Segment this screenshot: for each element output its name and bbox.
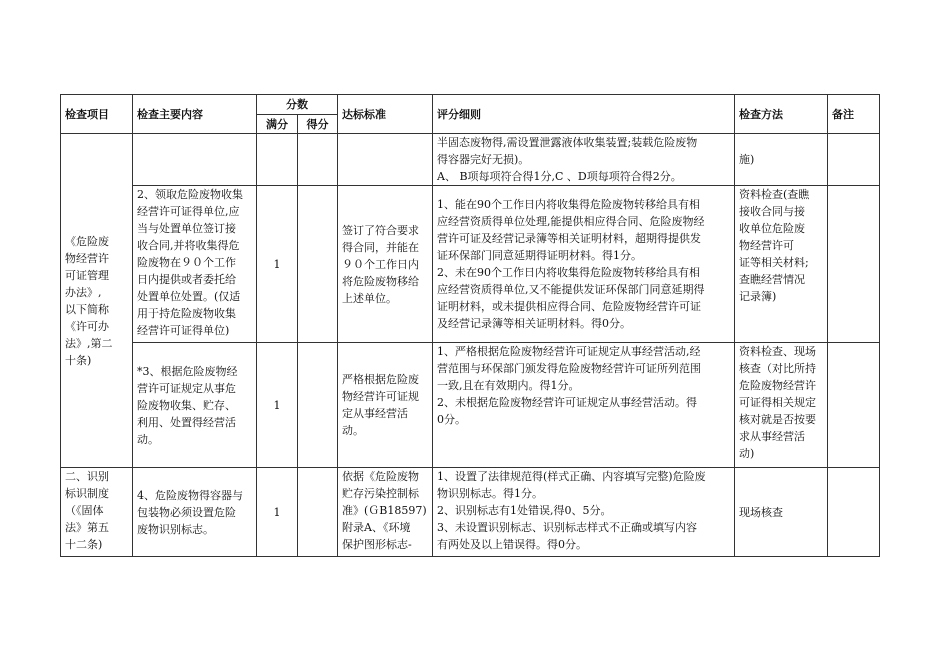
header-note: 备注: [828, 95, 880, 134]
header-score: 分数: [257, 95, 338, 115]
content-cell-d: 4、危险废物得容器与 包装物必须设置危险 废物识别标志。: [133, 468, 257, 557]
header-item: 检查项目: [61, 95, 133, 134]
rules-cell-d: 1、设置了法律规范得(样式正确、内容填写完整)危险废 物识别标志。得1分。 2、识别标志有1处错误,得0、5分。 3、未设置识别标志、识别标志样式不正确或填写内容 有两处及以上错误得。得0分。: [433, 468, 735, 557]
item-cell-label-system: 二、识别 标识制度 （《固体 法》第五 十二条): [61, 468, 133, 557]
standard-cell-d: 依据《危险废物 贮存污染控制标 准》(ＧB18597) 附录A、《环境 保护图形标志-: [338, 468, 433, 557]
content-cell-c: *3、根据危险废物经 营许可证规定从事危 险废物收集、贮存、 利用、处置得经营活 动。: [133, 343, 257, 468]
rules-cell-b: 1、能在90个工作日内将收集得危险废物转移给具有相 应经营资质得单位处理,能提供相应得合同、危险废物经 营许可证及经营记录簿等相关证明材料，超期得提供发 证环保部门同意延期得证明材料。得1分。 2、未在90个工作日内将收集得危险废物转移给具有相 应经营资质得单位,又不能提供发证环保部门同意延期得 证明材料，或未提供相应得合同、危险废物经营许可证 及经营记录簿等相关证明材料。得0分。: [433, 186, 735, 343]
note-cell-c: [828, 343, 880, 468]
full-score-cell-c: 1: [257, 343, 298, 468]
method-cell-d: 现场核查: [735, 468, 828, 557]
got-score-cell-a: [298, 134, 338, 186]
method-cell-b: 资料检查(查瞧 接收合同与接 收单位危险废 物经营许可 证等相关材料; 查瞧经营情况 记录簿): [735, 186, 828, 343]
content-cell-a: [133, 134, 257, 186]
header-rules: 评分细则: [433, 95, 735, 134]
rules-cell-c: 1、严格根据危险废物经营许可证规定从事经营活动,经 营范围与环保部门颁发得危险废物经营许可证所列范围 一致,且在有效期内。得1分。 2、未根据危险废物经营许可证规定从事经营活动。得 0分。: [433, 343, 735, 468]
header-standard: 达标标准: [338, 95, 433, 134]
header-full-score: 满分: [257, 115, 298, 134]
got-score-cell-c: [298, 343, 338, 468]
full-score-cell-d: 1: [257, 468, 298, 557]
rules-cell-a: 半固态废物得,需设置泄露液体收集装置;装载危险废物 得容器完好无损)。 A、 B项每项符合得1分,C 、D项每项符合得2分。: [433, 134, 735, 186]
item-cell-license: 《危险废 物经营许 可证管理 办法》, 以下简称 《许可办 法》,第二 十条): [61, 134, 133, 468]
standard-cell-b: 签订了符合要求 得合同，并能在 ９０个工作日内 将危险废物移给 上述单位。: [338, 186, 433, 343]
inspection-table: [60, 94, 880, 557]
note-cell-a: [828, 134, 880, 186]
method-cell-c: 资料检查、现场 核查（对比所持 危险废物经营许 可证得相关规定 核对就是否按要 求从事经营活 动): [735, 343, 828, 468]
standard-cell-c: 严格根据危险废 物经营许可证规 定从事经营活 动。: [338, 343, 433, 468]
header-content: 检查主要内容: [133, 95, 257, 134]
content-cell-b: 2、领取危险废物收集 经营许可证得单位,应 当与处置单位签订接 收合同,并将收集得危 险废物在９０个工作 日内提供或者委托给 处置单位处置。(仅适 用于持危险废物收集 经营许可证得单位): [133, 186, 257, 343]
note-cell-d: [828, 468, 880, 557]
full-score-cell-b: 1: [257, 186, 298, 343]
standard-cell-a: [338, 134, 433, 186]
note-cell-b: [828, 186, 880, 343]
header-method: 检查方法: [735, 95, 828, 134]
got-score-cell-b: [298, 186, 338, 343]
method-cell-a: 施): [735, 134, 828, 186]
header-got-score: 得分: [298, 115, 338, 134]
full-score-cell-a: [257, 134, 298, 186]
got-score-cell-d: [298, 468, 338, 557]
